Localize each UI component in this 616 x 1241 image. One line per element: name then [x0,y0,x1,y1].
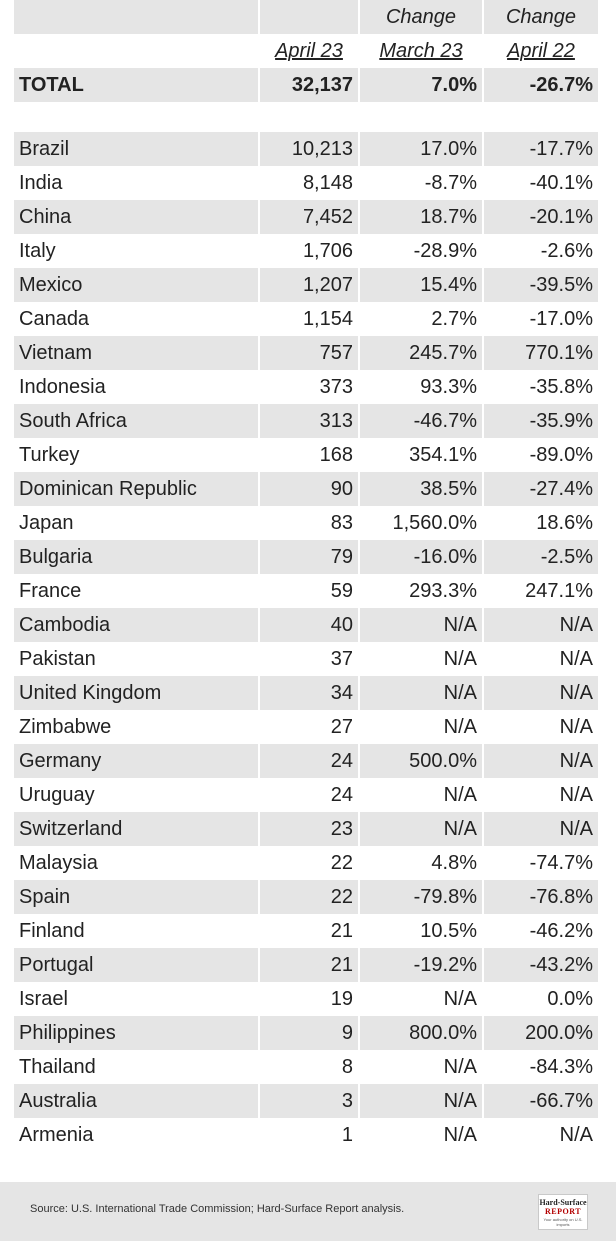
change-month: N/A [360,608,484,642]
import-value: 40 [260,608,360,642]
import-value: 21 [260,914,360,948]
import-value: 1,207 [260,268,360,302]
table-row [14,132,598,166]
change-year: -74.7% [529,852,593,874]
country-name: France [14,574,260,608]
table-row [14,438,598,472]
table-row [14,948,598,982]
table-row [14,404,598,438]
change-month: -79.8% [360,880,484,914]
change-year: 18.6% [536,512,593,534]
change-year: -76.8% [484,880,598,914]
country-name: Indonesia [14,370,260,404]
table-row [14,710,598,744]
table-row [14,846,598,880]
table-row [14,608,598,642]
change-year: N/A [484,608,598,642]
header-row-1 [14,0,598,34]
change-month: 354.1% [360,438,484,472]
import-value: 34 [260,676,360,710]
table-row [14,812,598,846]
change-month: 17.0% [360,132,484,166]
country-name: Canada [14,302,260,336]
change-month: 93.3% [360,370,484,404]
change-month: -46.7% [360,404,484,438]
change-year: -2.5% [484,540,598,574]
change-month: N/A [360,1084,484,1118]
country-name: Thailand [14,1050,260,1084]
import-value: 79 [260,540,360,574]
country-name: Italy [14,234,260,268]
country-name: Japan [14,506,260,540]
change-year: N/A [559,1124,593,1146]
table-row [14,778,598,812]
table-row [14,574,598,608]
country-name: Malaysia [14,846,260,880]
spacer [14,102,598,132]
change-year: N/A [559,784,593,806]
country-name: Switzerland [14,812,260,846]
import-value: 27 [260,710,360,744]
import-value: 8 [260,1050,360,1084]
country-name: Portugal [14,948,260,982]
import-value: 3 [260,1084,360,1118]
table-row [14,302,598,336]
change-month: 800.0% [360,1016,484,1050]
import-value: 37 [260,642,360,676]
table-row [14,642,598,676]
change-year: N/A [559,716,593,738]
country-name: Israel [14,982,260,1016]
table-row [14,880,598,914]
change-month: N/A [360,1118,484,1152]
source-note: Source: U.S. International Trade Commission; Hard-Surface Report analysis. [30,1203,405,1215]
change-year: -84.3% [529,1056,593,1078]
import-value: 1 [260,1118,360,1152]
table-row [14,1118,598,1152]
change-year: -89.0% [529,444,593,466]
change-year: N/A [484,676,598,710]
country-name: Germany [14,744,260,778]
country-name: South Africa [14,404,260,438]
import-value: 83 [260,506,360,540]
change-year: 0.0% [547,988,593,1010]
change-year: -35.9% [484,404,598,438]
change-year: -2.6% [540,240,593,262]
change-year: -17.7% [484,132,598,166]
change-year: -39.5% [484,268,598,302]
country-name: Vietnam [14,336,260,370]
footer [0,1182,616,1241]
import-value: 22 [260,846,360,880]
import-value: 168 [260,438,360,472]
import-value: 8,148 [260,166,360,200]
change-month: 18.7% [360,200,484,234]
table-row [14,676,598,710]
import-value: 22 [260,880,360,914]
change-year: 770.1% [484,336,598,370]
country-name: Dominican Republic [14,472,260,506]
import-value: 24 [260,744,360,778]
table-row [14,540,598,574]
country-name: Pakistan [14,642,260,676]
import-value: 7,452 [260,200,360,234]
change-year: N/A [484,744,598,778]
change-month: N/A [360,982,484,1016]
table-row [14,166,598,200]
change-year: N/A [484,812,598,846]
import-value: 21 [260,948,360,982]
country-name: Armenia [14,1118,260,1152]
header-cell: March 23 [360,34,484,68]
country-name: Finland [14,914,260,948]
change-month: 10.5% [360,914,484,948]
total-label: TOTAL [14,68,260,102]
header-cell: Change [484,0,598,34]
change-year: -66.7% [484,1084,598,1118]
logo-line-3: Your authority on U.S. imports [543,1217,583,1227]
table-row [14,472,598,506]
change-month: N/A [360,812,484,846]
change-month: 38.5% [360,472,484,506]
country-name: Bulgaria [14,540,260,574]
total-change-month: 7.0% [360,68,484,102]
change-year: N/A [559,648,593,670]
change-month: N/A [360,710,484,744]
import-value: 59 [260,574,360,608]
change-year: -46.2% [529,920,593,942]
change-month: N/A [360,642,484,676]
table-row [14,268,598,302]
header-cell [260,0,360,34]
change-month: 15.4% [360,268,484,302]
table-row [14,234,598,268]
import-value: 757 [260,336,360,370]
table-row [14,982,598,1016]
change-month: 4.8% [360,846,484,880]
table-row [14,1084,598,1118]
change-year: -27.4% [484,472,598,506]
country-name: Mexico [14,268,260,302]
table-row [14,506,598,540]
change-month: 2.7% [360,302,484,336]
header-row-2 [14,34,598,68]
import-value: 23 [260,812,360,846]
change-month: 245.7% [360,336,484,370]
country-name: Philippines [14,1016,260,1050]
table-row [14,744,598,778]
header-cell: April 23 [260,34,360,68]
change-month: 1,560.0% [360,506,484,540]
import-value: 9 [260,1016,360,1050]
import-value: 10,213 [260,132,360,166]
change-month: -19.2% [360,948,484,982]
change-month: -28.9% [360,234,484,268]
table-row [14,1016,598,1050]
country-name: Brazil [14,132,260,166]
table-row [14,914,598,948]
table-row [14,370,598,404]
header-cell: Change [360,0,484,34]
import-value: 19 [260,982,360,1016]
change-month: -16.0% [360,540,484,574]
change-month: 500.0% [360,744,484,778]
country-name: United Kingdom [14,676,260,710]
change-month: -8.7% [360,166,484,200]
change-year: -17.0% [529,308,593,330]
country-name: Spain [14,880,260,914]
total-value: 32,137 [260,68,360,102]
change-year: 247.1% [525,580,593,602]
change-month: 293.3% [360,574,484,608]
table-row [14,336,598,370]
table-row [14,1050,598,1084]
import-value: 1,706 [260,234,360,268]
import-value: 313 [260,404,360,438]
country-name: India [14,166,260,200]
change-year: -35.8% [529,376,593,398]
import-value: 1,154 [260,302,360,336]
country-name: Australia [14,1084,260,1118]
hard-surface-report-logo [538,1194,588,1230]
country-name: Uruguay [14,778,260,812]
country-rows [14,132,598,1152]
imports-table [14,0,598,1152]
import-value: 90 [260,472,360,506]
header-cell: April 22 [507,40,575,62]
country-name: Turkey [14,438,260,472]
table-row [14,200,598,234]
logo-line-1: Hard-Surface [539,1198,587,1207]
change-year: -20.1% [484,200,598,234]
total-row [14,68,598,102]
change-month: N/A [360,778,484,812]
change-year: 200.0% [484,1016,598,1050]
change-year: -40.1% [529,172,593,194]
header-cell [14,34,260,68]
total-change-year: -26.7% [484,68,598,102]
country-name: China [14,200,260,234]
import-value: 24 [260,778,360,812]
change-month: N/A [360,1050,484,1084]
country-name: Zimbabwe [14,710,260,744]
logo-line-2: REPORT [544,1207,582,1216]
country-name: Cambodia [14,608,260,642]
change-month: N/A [360,676,484,710]
change-year: -43.2% [484,948,598,982]
header-cell [14,0,260,34]
import-value: 373 [260,370,360,404]
